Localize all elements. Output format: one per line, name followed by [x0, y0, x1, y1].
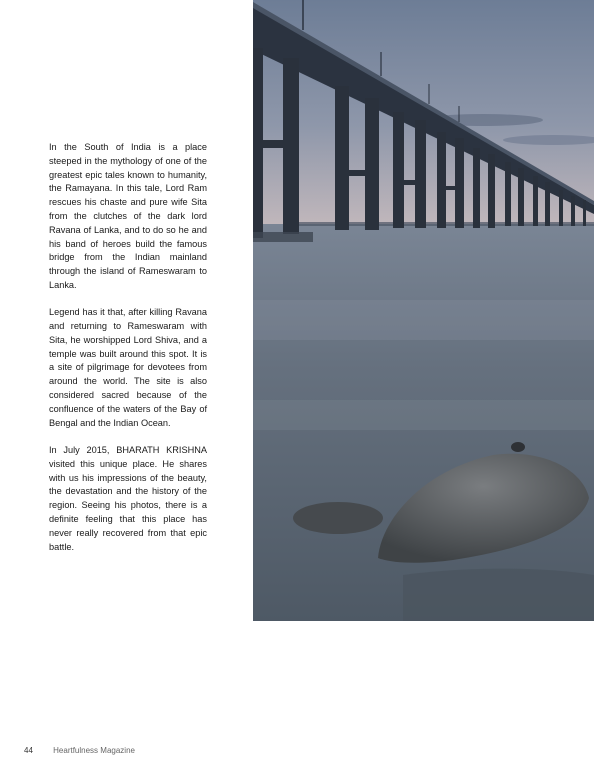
paragraph-intro: In the South of India is a place steeped in the mythology of one of the greatest epic tales known to humanity, the Ramayana. In this tale, Lord Ram rescues his chaste and pure wife Sita from the clutches of the dark lord Ravana of Lanka, and to do so he and his band of heroes build the famous bridge from the Indian mainland through the island of Rameswaram to Lanka.: [49, 142, 207, 290]
page-number: 44: [24, 746, 33, 755]
magazine-name: Heartfulness Magazine: [53, 746, 135, 755]
paragraph-visit: In July 2015, BHARATH KRISHNA visited this unique place. He shares with us his impressions of the beauty, the devastation and the history of the region. Seeing his photos, there is a definite feeling that this place has never really recovered from that epic battle.: [49, 444, 207, 552]
bridge-photo: [253, 0, 594, 621]
article-body: [49, 141, 207, 568]
page-footer: [24, 746, 135, 755]
paragraph-legend: Legend has it that, after killing Ravana and returning to Rameswaram with Sita, he worshipped Lord Shiva, and a temple was built around this spot. It is a site of pilgrimage for devotees from around the world. The site is also considered sacred because of the confluence of the waters of the Bay of Bengal and the Indian Ocean.: [49, 307, 207, 428]
bridge-photo-image: [253, 0, 594, 621]
